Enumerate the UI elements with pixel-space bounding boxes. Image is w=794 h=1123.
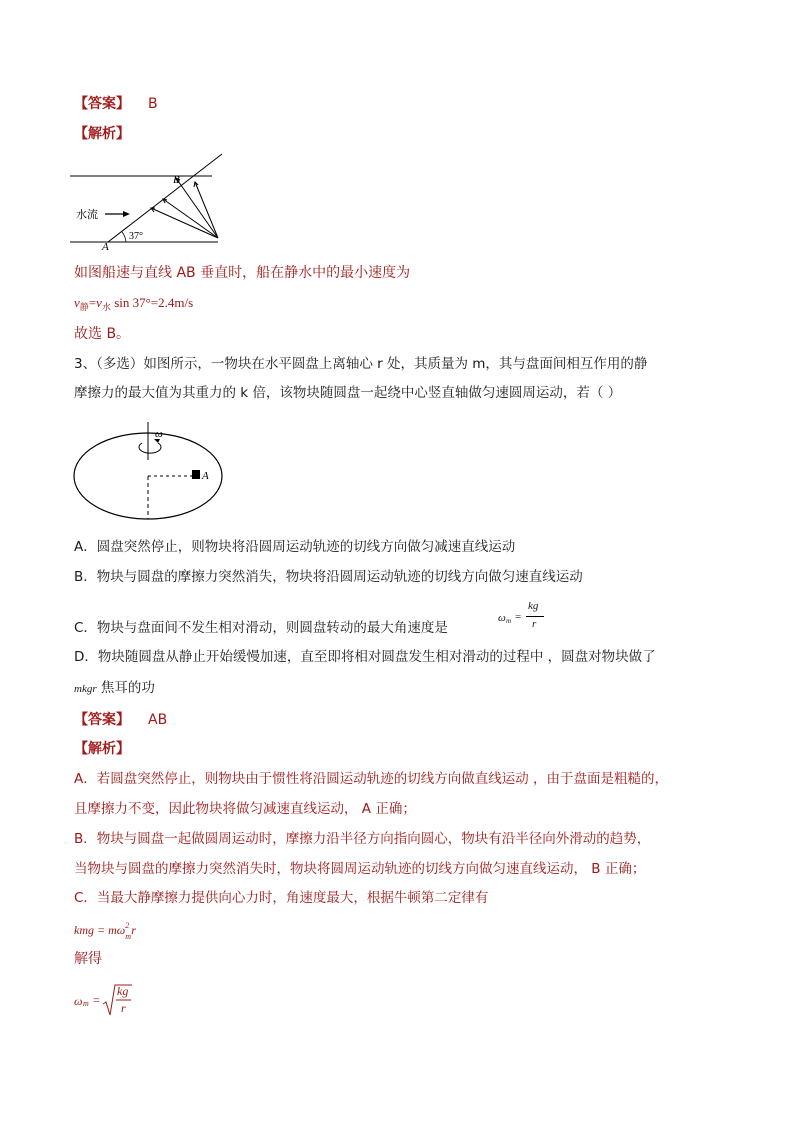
option-d-continued: mkgr 焦耳的功: [74, 680, 155, 696]
analysis-tag: 【解析】: [74, 741, 130, 757]
block: [192, 470, 200, 479]
answer-tag: 【答案】: [74, 712, 130, 728]
option-d: D．物块随圆盘从静止开始缓慢加速，直至即将相对圆盘发生相对滑动的过程中 ，圆盘对物块做了: [74, 649, 656, 665]
question-line: 3、（多选）如图所示，一物块在水平圆盘上离轴心 r 处，其质量为 m，其与盘面间相互作用的静: [74, 356, 648, 372]
label-omega: ω: [155, 428, 163, 440]
label-water-flow: 水流: [76, 209, 98, 221]
formula-omega-max: ω m = kg r: [498, 600, 550, 636]
option-c: C．物块与盘面间不发生相对滑动，则圆盘转动的最大角速度是: [74, 620, 448, 636]
rotation-arrow: [139, 443, 161, 453]
question-line: 摩擦力的最大值为其重力的 k 倍，该物块随圆盘一起绕中心竖直轴做匀速圆周运动，若（ ）: [74, 385, 622, 401]
label-angle: 37°: [129, 231, 143, 242]
angle-arc: [122, 232, 126, 242]
label-a: A: [102, 241, 109, 250]
analysis-line: 当物块与圆盘的摩擦力突然消失时，物块将圆周运动轨迹的切线方向做匀速直线运动， B 正确；: [74, 861, 646, 877]
explanation-line: 如图船速与直线 AB 垂直时，船在静水中的最小速度为: [74, 265, 411, 281]
formula-omega-result: ω m = kg r: [74, 980, 138, 1020]
answer-tag: 【答案】: [74, 96, 130, 112]
answer-value: B: [148, 96, 158, 112]
analysis-line: 且摩擦力不变，因此物块将做匀减速直线运动， A 正确；: [74, 801, 416, 817]
formula-min-speed: $v_静=v_水$ sin 37°=2.4m/s: [74, 295, 194, 312]
analysis-line: A．若圆盘突然停止，则物块由于惯性将沿圆运动轨迹的切线方向做直线运动 ，由于盘面是粗糙的，: [74, 771, 669, 787]
label-a: A: [202, 470, 209, 482]
answer-value: AB: [148, 712, 168, 728]
flow-arrowhead: [123, 211, 130, 217]
rotating-disc-figure: [72, 416, 232, 526]
river-crossing-figure: [68, 150, 228, 250]
analysis-line: B．物块与圆盘一起做圆周运动时，摩擦力沿半径方向指向圆心，物块有沿半径向外滑动的趋势，: [74, 831, 651, 847]
option-b: B．物块与圆盘的摩擦力突然消失，物块将沿圆周运动轨迹的切线方向做匀速直线运动: [74, 569, 583, 585]
conclusion-line: 故选 B。: [74, 326, 131, 342]
analysis-line: C．当最大静摩擦力提供向心力时，角速度最大，根据牛顿第二定律有: [74, 890, 489, 906]
solve-label: 解得: [74, 951, 102, 967]
label-b: B: [173, 174, 180, 186]
option-a: A．圆盘突然停止，则物块将沿圆周运动轨迹的切线方向做匀减速直线运动: [74, 539, 516, 555]
equation-newton: kmg = mω 2 m r: [74, 921, 136, 941]
analysis-tag: 【解析】: [74, 126, 130, 142]
